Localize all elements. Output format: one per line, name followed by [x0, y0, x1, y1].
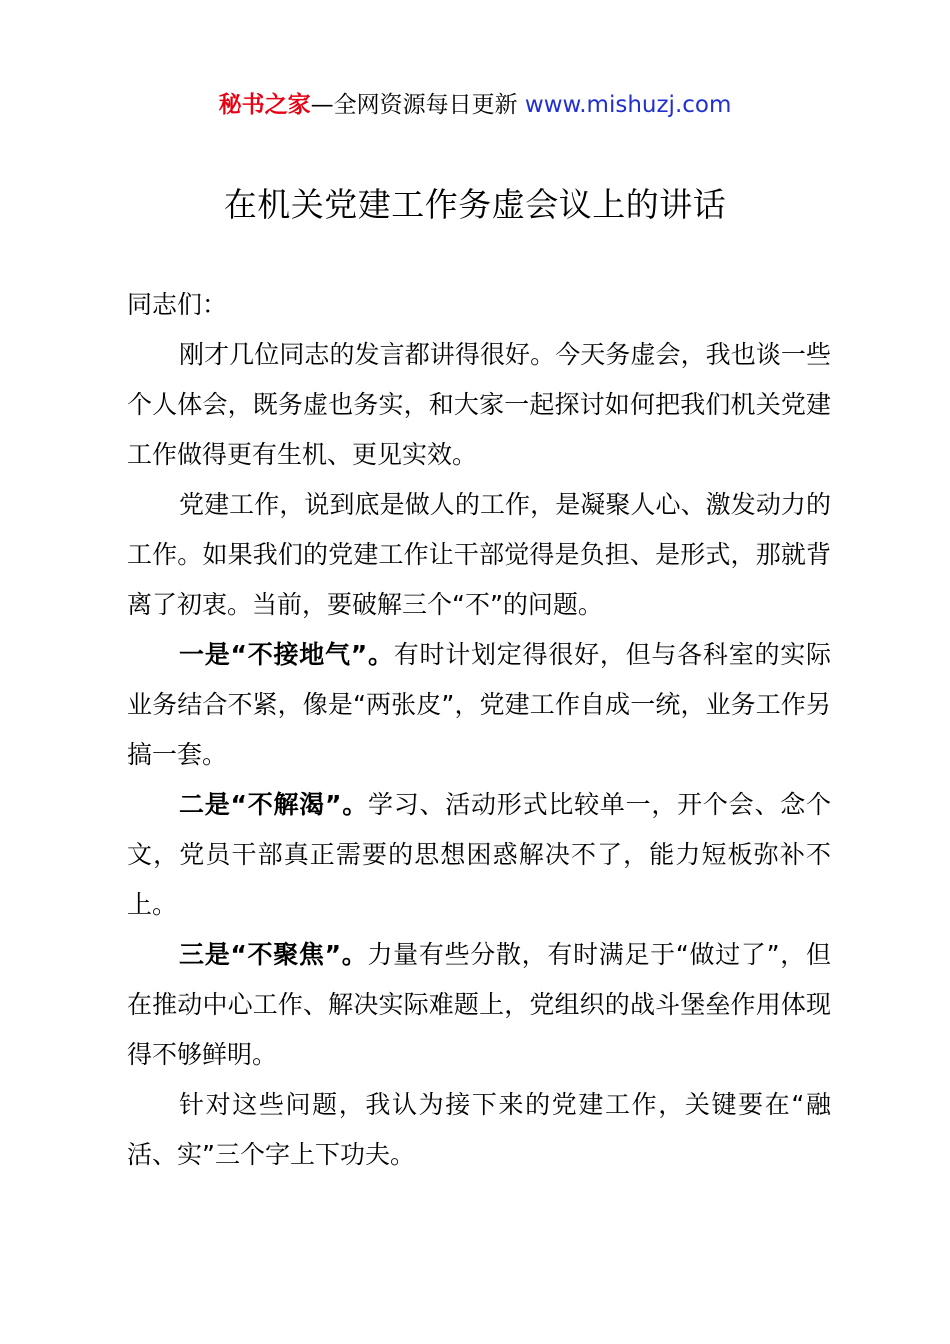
paragraph-text: 力量有些分散，有时满足于“做过了”，但在推动中心工作、解决实际难题上，党组织的战斗堡垒作用体现得不够鲜明。 [127, 940, 831, 1069]
site-url-link[interactable]: www.mishuzj.com [524, 92, 732, 118]
paragraph [127, 330, 831, 480]
document-title: 在机关党建工作务虚会议上的讲话 [223, 185, 727, 224]
paragraph [127, 930, 831, 1080]
paragraph [127, 780, 831, 930]
paragraph-text: 针对这些问题，我认为接下来的党建工作，关键要在“融活、实”三个字上下功夫。 [127, 1090, 831, 1169]
paragraph-text: 党建工作，说到底是做人的工作，是凝聚人心、激发动力的工作。如果我们的党建工作让干部觉得是负担、是形式，那就背离了初衷。当前，要破解三个“不”的问题。 [127, 490, 831, 619]
paragraph-text: 有时计划定得很好，但与各科室的实际业务结合不紧，像是“两张皮”，党建工作自成一统，业务工作另搞一套。 [127, 640, 831, 769]
site-brand: 秘书之家 [218, 92, 311, 118]
site-header [0, 88, 950, 122]
paragraph [127, 480, 831, 630]
paragraph-text: 学习、活动形式比较单一，开个会、念个文，党员干部真正需要的思想困惑解决不了，能力短板弥补不上。 [127, 790, 831, 919]
paragraph [127, 1080, 831, 1180]
paragraph-lead: 三是“不聚焦”。 [179, 940, 368, 969]
paragraph [127, 630, 831, 780]
paragraph-lead: 一是“不接地气”。 [179, 640, 394, 669]
salutation: 同志们： [127, 290, 228, 319]
paragraph-lead: 二是“不解渴”。 [179, 790, 368, 819]
paragraph-text: 刚才几位同志的发言都讲得很好。今天务虚会，我也谈一些个人体会，既务虚也务实，和大家一起探讨如何把我们机关党建工作做得更有生机、更见实效。 [127, 340, 831, 469]
site-tagline: —全网资源每日更新 [310, 92, 518, 118]
document-body [127, 280, 831, 1180]
